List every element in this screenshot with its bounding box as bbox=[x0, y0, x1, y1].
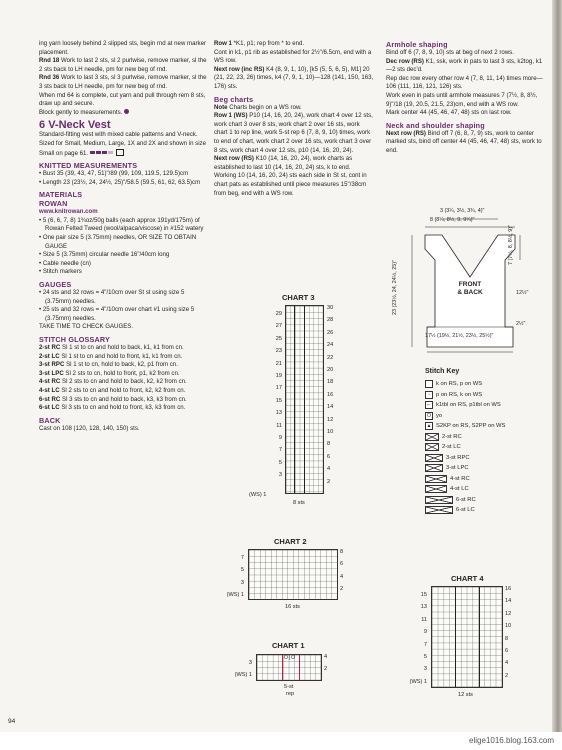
paragraph: Work to last 2 sts, sl 2 purlwise, remove marker, sl the 2 sts back to LH needle, pm for new beg of rnd. bbox=[39, 57, 207, 73]
section-heading: Neck and shoulder shaping bbox=[386, 120, 485, 130]
row-number: 5 bbox=[240, 567, 244, 574]
stitch-symbol-icon: ▲ bbox=[426, 423, 432, 429]
cable-column bbox=[455, 587, 480, 687]
stitch-key-title: Stitch Key bbox=[425, 368, 460, 375]
list-item: • Length 23 (23½, 24, 24½, 25)"/58.5 (59.5, 61, 62, 63.5)cm bbox=[39, 178, 201, 186]
pattern-intro: Standard-fitting vest with mixed cable patterns and V-neck. Sized for Small, Medium, Large, 1X and 2X and shown in size Small on page 61. bbox=[39, 131, 206, 157]
repeat-label: 5-st bbox=[284, 684, 294, 690]
row-number: 13 bbox=[420, 604, 427, 611]
stitch-key-item bbox=[425, 433, 462, 441]
row-number: 23 bbox=[275, 348, 282, 355]
stitch-symbol-icon bbox=[425, 433, 439, 441]
chart-2-grid bbox=[248, 549, 338, 600]
row-number: 3 bbox=[278, 472, 282, 479]
stitch-key-label: 2-st RC bbox=[442, 433, 462, 440]
dimension-label: 23 (23½, 24, 24½, 25)" bbox=[392, 260, 398, 315]
paragraph: Row 1 *K1, p1; rep from * to end. bbox=[214, 40, 305, 47]
row-number: 12 bbox=[327, 416, 334, 423]
paragraph: Work to last 3 sts, sl 3 purlwise, remove marker, sl the 3 sts back to LH needle, pm for new beg of rnd. bbox=[39, 74, 207, 90]
paragraph: Next row (inc RS) K4 (8, 9, 1, 10), [k5 (5, 5, 6, 5), M1] 20 (21, 22, 23, 26) times, k4 (7, 9, 1, 10)—128 (141, 150, 163, 176) sts. bbox=[214, 65, 374, 90]
watermark: elige1016.blog.163.com bbox=[469, 736, 554, 745]
row-label: (WS) 1 bbox=[249, 492, 267, 498]
list-item: • Bust 35 (39, 43, 47, 51)"/89 (99, 109, 119.5, 129.5)cm bbox=[39, 170, 189, 178]
paragraph: Bind off 6 (7, 8, 9, 10) sts at beg of next 2 rows. bbox=[386, 49, 514, 56]
glossary-item: 6-st LC Sl 3 sts to cn and hold to front, k3, k3 from cn. bbox=[39, 404, 186, 412]
row-number: 16 bbox=[505, 586, 512, 592]
paragraph: Next row (RS) K10 (14, 16, 20, 24), work charts as established to last 10 (14, 16, 20, 24) sts, k to end. bbox=[214, 155, 353, 171]
schematic-label: FRONT bbox=[458, 281, 482, 288]
stitch-symbol-icon: O bbox=[425, 412, 433, 420]
stitch-key-label: 6-st RC bbox=[456, 496, 476, 503]
row-number: 11 bbox=[421, 616, 427, 623]
row-number: 14 bbox=[327, 404, 334, 411]
paragraph: When rnd 64 is complete, cut yarn and pull through rem 8 sts, draw up and secure. bbox=[39, 91, 206, 108]
row-number: 6 bbox=[340, 561, 344, 568]
glossary-item: 4-st RC Sl 2 sts to cn and hold to back, k2, k2 from cn. bbox=[39, 378, 187, 386]
row-number: 17 bbox=[275, 385, 282, 392]
section-heading: Beg charts bbox=[214, 94, 254, 104]
row-number: 10 bbox=[505, 623, 512, 630]
row-number: 8 bbox=[340, 549, 344, 555]
row-number: 14 bbox=[505, 598, 512, 605]
section-heading: STITCH GLOSSARY bbox=[39, 334, 111, 344]
stitch-symbol-icon bbox=[425, 485, 447, 493]
stitch-key-item bbox=[425, 412, 442, 420]
row-number: 8 bbox=[505, 635, 509, 642]
stitch-symbol-icon: ⌐ bbox=[425, 401, 433, 409]
stitch-key-label: 3-st LPC bbox=[446, 465, 469, 471]
row-number: 11 bbox=[276, 422, 282, 429]
row-number: 9 bbox=[278, 435, 282, 441]
list-item: • 5 (6, 6, 7, 8) 1¾oz/50g balls (each approx 191yd/175m) of Rowan Felted Tweed (wool/alpaca/viscose) in #152 watery bbox=[39, 216, 204, 233]
row-number: 5 bbox=[423, 654, 427, 660]
stitch-count: 8 sts bbox=[293, 500, 305, 506]
paragraph: ing yarn loosely behind 2 slipped sts, begin rnd at new marker placement. bbox=[39, 40, 206, 56]
dimension-label: 8 (8¼, 8½, 9, 9¼)" bbox=[430, 217, 475, 223]
skill-box-icon bbox=[116, 149, 124, 156]
stitch-key-item bbox=[425, 443, 461, 451]
gauge-warning: TAKE TIME TO CHECK GAUGES. bbox=[39, 323, 134, 331]
stitch-key-label: k on RS, p on WS bbox=[436, 381, 483, 387]
paragraph: Cast on 108 (120, 128, 140, 150) sts. bbox=[39, 424, 140, 432]
chart-3-grid bbox=[285, 305, 324, 494]
schematic-label: & BACK bbox=[457, 289, 483, 296]
chart-1-grid bbox=[256, 654, 322, 681]
row-number: 5 bbox=[278, 459, 282, 466]
chart-4-grid bbox=[431, 586, 503, 688]
row-number: 3 bbox=[240, 579, 244, 586]
paragraph: Note Charts begin on a WS row. bbox=[214, 103, 302, 111]
stitch-key-item bbox=[425, 380, 482, 388]
section-heading: BACK bbox=[39, 415, 61, 425]
row-number: 19 bbox=[275, 373, 282, 379]
row-number: 4 bbox=[340, 573, 344, 580]
chart-title: CHART 2 bbox=[274, 537, 307, 546]
stitch-symbol-icon bbox=[425, 380, 433, 388]
paragraph: Dec row (RS) K1, ssk, work in pats to last 3 sts, k2tog, k1—2 sts dec'd. bbox=[386, 57, 543, 74]
vest-schematic bbox=[390, 205, 550, 355]
stitch-symbol-icon bbox=[425, 475, 447, 483]
paragraph: Mark center 44 (45, 46, 47, 48) sts on last row. bbox=[386, 109, 512, 117]
row-number: 27 bbox=[275, 323, 282, 330]
dimension-label: 12½" bbox=[516, 290, 529, 296]
stitch-key-label: S2KP on RS, S2PP on WS bbox=[436, 423, 506, 429]
row-number: 4 bbox=[327, 466, 331, 473]
chart-title: CHART 3 bbox=[282, 293, 315, 302]
glossary-item: 3-st LPC Sl 2 sts to cn, hold to front, p1, k2 from cn. bbox=[39, 369, 180, 377]
stitch-key-item bbox=[425, 475, 470, 483]
list-item: • 25 sts and 32 rows = 4"/10cm over chart #1 using size 5 (3.75mm) needles. bbox=[39, 306, 195, 322]
paragraph: Next row (RS) Bind off 7 (6, 8, 7, 9) sts, work to center marked sts, bind off center 44 (45, 46, 47, 48) sts, work to end. bbox=[386, 129, 542, 154]
stitch-count: 16 sts bbox=[285, 604, 300, 610]
column-middle bbox=[214, 40, 374, 198]
glossary-item: 4-st LC Sl 2 sts to cn and hold to front, k2, k2 from cn. bbox=[39, 386, 186, 394]
row-number: 30 bbox=[327, 305, 334, 311]
brand-link[interactable]: www.knitrowan.com bbox=[39, 208, 98, 216]
yo-symbols: O|O bbox=[284, 655, 297, 661]
glossary-item: 6-st RC Sl 3 sts to cn and hold to back, k3, k3 from cn. bbox=[39, 395, 187, 403]
row-number: 10 bbox=[327, 429, 334, 435]
row-number: 9 bbox=[423, 629, 427, 636]
row-number: 28 bbox=[327, 317, 334, 324]
stitch-symbol-icon bbox=[425, 454, 443, 462]
dimension-label: 2½" bbox=[516, 321, 526, 327]
list-item: • 24 sts and 32 rows = 4"/10cm over St st using size 5 (3.75mm) needles. bbox=[39, 288, 185, 305]
row-number: 4 bbox=[505, 660, 509, 667]
row-number: 8 bbox=[327, 441, 331, 448]
row-number: 20 bbox=[327, 367, 334, 373]
row-number: 24 bbox=[327, 342, 334, 349]
paragraph: Rep dec row every other row 4 (7, 8, 11, 14) times more—106 (111, 116, 121, 126) sts. bbox=[386, 74, 543, 91]
row-number: 29 bbox=[275, 311, 282, 317]
list-item: • Stitch markers bbox=[39, 268, 82, 276]
row-number: 18 bbox=[327, 379, 334, 386]
stitch-symbol-icon bbox=[425, 496, 453, 504]
stitch-key-label: yo bbox=[436, 412, 443, 419]
row-number: 7 bbox=[240, 555, 244, 561]
paragraph: Row 1 (WS) P10 (14, 16, 20, 24), work chart 4 over 12 sts, work chart 3 over 8 sts, work chart 2 over 16 sts, work chart 1 to rep line, work 5-st rep 6 (7, 8, 9, 10) times, work to end of chart, work chart 2 over 16 sts, work chart 3 over 8 sts, work chart 4 over 12 sts, p10 (14, 16, 20, 24). bbox=[214, 112, 373, 154]
stitch-key-item bbox=[425, 454, 470, 462]
row-number: 2 bbox=[324, 666, 328, 673]
row-number: 4 bbox=[324, 654, 328, 660]
stitch-symbol-icon bbox=[425, 464, 443, 472]
list-item: • Size 5 (3.75mm) circular needle 16"/40cm long bbox=[39, 251, 170, 259]
row-number: 15 bbox=[420, 592, 427, 598]
column-left bbox=[39, 40, 209, 433]
stitch-key-item bbox=[425, 391, 482, 399]
row-number: (WS) 1 bbox=[409, 678, 427, 685]
page-binding bbox=[552, 0, 562, 750]
row-number: 16 bbox=[327, 391, 334, 398]
paragraph: Work even in pats until armhole measures 7 (7½, 8, 8½, 9)"/18 (19, 20.5, 21.5, 23)cm, end with a WS row. bbox=[386, 91, 538, 108]
stitch-key-item bbox=[425, 422, 505, 430]
pattern-title: 6 V-Neck Vest bbox=[39, 119, 111, 132]
skill-level-icon bbox=[90, 149, 114, 158]
section-heading: MATERIALS bbox=[39, 190, 83, 200]
end-bullet-icon bbox=[124, 109, 129, 114]
stitch-key-label: 6-st LC bbox=[456, 507, 475, 513]
row-number: (WS) 1 bbox=[234, 672, 252, 679]
stitch-key-item bbox=[425, 464, 469, 472]
stitch-key-label: p on RS, k on WS bbox=[436, 391, 483, 398]
stitch-key-label: 3-st RPC bbox=[446, 454, 470, 461]
dimension-label: 7 (7½, 8, 8½, 9)" bbox=[508, 225, 514, 265]
stitch-key-label: 2-st LC bbox=[442, 444, 461, 450]
page-number: 94 bbox=[8, 718, 16, 725]
chart-title: CHART 1 bbox=[272, 641, 305, 650]
row-number: 7 bbox=[423, 641, 427, 648]
glossary-item: 3-st RPC Sl 1 st to cn, hold to back, k2, p1 from cn. bbox=[39, 361, 178, 369]
stitch-key-item bbox=[425, 401, 501, 409]
stitch-key-item bbox=[425, 496, 476, 504]
round-label: Rnd 18 bbox=[39, 57, 60, 65]
row-number: 12 bbox=[505, 610, 512, 617]
row-number: 13 bbox=[275, 410, 282, 417]
row-number: 2 bbox=[340, 586, 344, 593]
cable-column bbox=[294, 306, 305, 493]
row-number: 6 bbox=[327, 453, 331, 460]
brand-name: ROWAN bbox=[39, 199, 68, 209]
row-number: 2 bbox=[327, 478, 331, 485]
list-item: • One pair size 5 (3.75mm) needles, OR SIZE TO OBTAIN GAUGE bbox=[39, 234, 197, 250]
paragraph: Working 10 (14, 16, 20, 24) sts each side in St st, cont in chart pats as established until piece measures 15"/38cm from beg, end with a WS row. bbox=[214, 172, 367, 197]
glossary-item: 2-st RC Sl 1 st to cn and hold to back, k1, k1 from cn. bbox=[39, 343, 184, 351]
paragraph: Block gently to measurements. bbox=[39, 108, 123, 116]
stitch-symbol-icon bbox=[425, 443, 439, 451]
stitch-key-label: k1tbl on RS, p1tbl on WS bbox=[436, 402, 501, 408]
glossary-item: 2-st LC Sl 1 st to cn and hold to front, k1, k1 from cn. bbox=[39, 352, 183, 360]
stitch-key-item bbox=[425, 506, 475, 514]
row-number: 26 bbox=[327, 329, 334, 336]
row-number: 6 bbox=[505, 648, 509, 654]
row-number: 21 bbox=[275, 360, 282, 367]
row-number: 3 bbox=[423, 666, 427, 673]
dimension-label: 3 (3¼, 3½, 3¾, 4)" bbox=[440, 208, 485, 214]
stitch-key-item bbox=[425, 485, 469, 493]
stitch-count: 12 sts bbox=[458, 692, 473, 698]
row-number: 2 bbox=[505, 672, 509, 679]
section-heading: GAUGES bbox=[39, 279, 72, 289]
paragraph: Cont in k1, p1 rib as established for 2½"/6.5cm, end with a WS row. bbox=[214, 48, 372, 65]
stitch-symbol-icon: - bbox=[425, 391, 433, 399]
dimension-label: 17½ (19½, 21½, 23½, 25½)" bbox=[425, 333, 494, 339]
row-number: 22 bbox=[327, 354, 334, 361]
stitch-key-label: 4-st LC bbox=[450, 486, 469, 492]
row-number: 7 bbox=[278, 447, 282, 454]
round-label: Rnd 36 bbox=[39, 74, 60, 82]
row-number: 25 bbox=[275, 335, 282, 342]
list-item: • Cable needle (cn) bbox=[39, 259, 91, 267]
row-number: 3 bbox=[248, 660, 252, 666]
stitch-symbol-icon bbox=[425, 506, 453, 514]
column-right bbox=[386, 40, 546, 156]
row-number: 15 bbox=[275, 397, 282, 404]
chart-title: CHART 4 bbox=[451, 574, 484, 583]
stitch-key-label: 4-st RC bbox=[450, 475, 470, 482]
section-heading: KNITTED MEASUREMENTS bbox=[39, 161, 138, 171]
section-heading: Armhole shaping bbox=[386, 40, 448, 49]
row-number: (WS) 1 bbox=[226, 592, 244, 599]
repeat-label: rep bbox=[286, 691, 295, 697]
